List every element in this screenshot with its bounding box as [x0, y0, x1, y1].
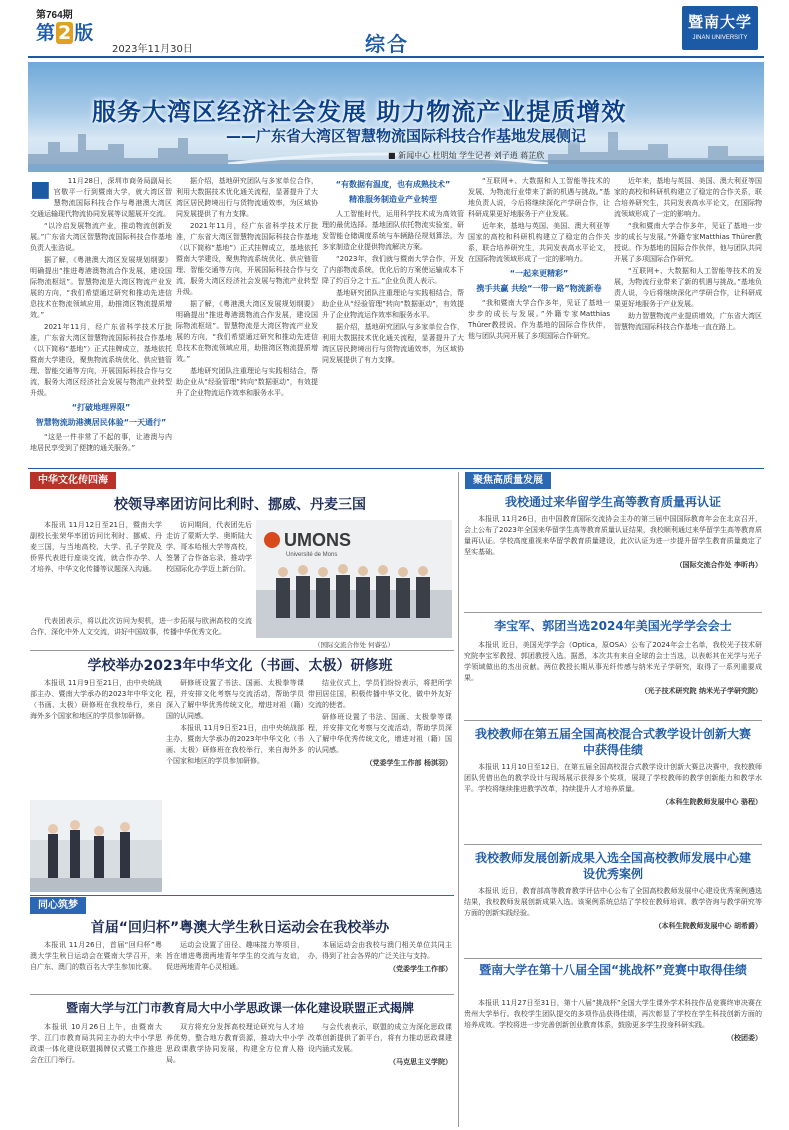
- article-credit: （本科生院教师发展中心 胡希爵）: [654, 922, 762, 930]
- article-body: [166, 940, 304, 992]
- article-body: [166, 678, 304, 878]
- lead-paragraph: 11月28日，深圳市商务局副局长宫敬平一行到暨南大学，就大湾区智慧物流国际科技合作与粤港澳大湾区交通运输现代物流协同发展等议题展开交流。: [30, 177, 172, 218]
- article-paragraph: 代表团表示，将以此次访问为契机，进一步拓展与欧洲高校的交流合作，深化中外人文交流，讲好中国故事，传播中华优秀文化。: [30, 617, 252, 636]
- article-paragraph: 本报讯 11月27日至31日，第十八届“挑战杯”全国大学生课外学术科技作品竞赛终审决赛在贵州大学举行。我校学生团队提交的多项作品获得佳绩，再次彰显了学校在学生科技创新方面的培养成效。学校将进一步完善创新创业教育体系，鼓励更多学生投身科研实践。: [464, 999, 762, 1029]
- article-credit: （国际交流合作处 李昕冉）: [675, 561, 762, 569]
- article-credit: （校团委）: [727, 1034, 762, 1042]
- article-body: [166, 1022, 304, 1126]
- lead-paragraph: 基地研究团队注重理论与实践相结合，帮助企业从“经验管理”转向“数据驱动”，有效提升了企业物流运作效率和服务水平。: [322, 289, 464, 319]
- section-divider: [28, 468, 764, 469]
- lead-column-4: [468, 176, 610, 466]
- workshop-photo-illustration: [30, 800, 162, 892]
- umons-sign: UMONS: [284, 530, 351, 550]
- article-body: [308, 1022, 452, 1126]
- article-body: [30, 940, 162, 992]
- lead-paragraph: 据介绍，基地研究团队与多家单位合作，利用大数据技术优化通关流程，显著提升了大湾区居民跨境出行与货物流通效率，为区域协同发展提供了有力支撑。: [176, 177, 318, 218]
- column-divider: [458, 472, 459, 1127]
- article-paragraph: 本报讯 近日，美国光学学会（Optica，原OSA）公布了2024年会士名单，我校光子技术研究院李宝军教授、郭团教授入选。据悉，本次共有来自全球的会士当选，以表彰其在光学与光子学领域做出的杰出贡献。两位教授长期从事光纤传感与纳米光子学研究，取得了一系列重要成果。: [464, 641, 762, 682]
- article-headline: 暨南大学在第十八届全国“挑战杯”竞赛中取得佳绩: [479, 963, 747, 977]
- lead-paragraph: “互联网+、大数据和人工智能等技术的发展，为物流行业带来了新的机遇与挑战。”基地负责人说，今后将继续深化产学研合作，让科研成果更好地服务于产业发展。: [468, 177, 610, 218]
- article-paragraph: 双方将充分发挥高校理论研究与人才培养优势，整合地方教育资源，推动大中小学思政课教学协同发展，构建全方位育人格局。: [166, 1023, 304, 1064]
- article-paragraph: 本报讯 11月9日至21日，由中央统战部主办、暨南大学承办的2023年中华文化（书画、太极）研修班在我校举行，来自海外多个国家和地区的学员参加研修。: [166, 724, 304, 765]
- article-divider: [464, 720, 762, 721]
- tag-high-quality: 聚焦高质量发展: [465, 472, 551, 489]
- article-credit: （党委学生工作部 杨淇羽）: [365, 759, 452, 767]
- lead-paragraph: “互联网+、大数据和人工智能等技术的发展，为物流行业带来了新的机遇与挑战。”基地负责人说，今后将继续深化产学研合作，让科研成果更好地服务于产业发展。: [614, 267, 762, 308]
- article-body: [30, 520, 162, 615]
- lead-paragraph: 据了解，《粤港澳大湾区发展规划纲要》明确提出“推进粤港澳物流合作发展，建设国际物流枢纽”。智慧物流是大湾区物流产业发展的方向，“我们希望通过研究和推动先进信息技术在物流领域应用，助推湾区物流提质增效。”: [30, 256, 172, 319]
- article-credit: （党委学生工作部）: [389, 965, 452, 973]
- lead-paragraph: 2021年11月，经广东省科学技术厅批准，广东省大湾区智慧物流国际科技合作基地（以下简称“基地”）正式挂牌成立，基地依托暨南大学建设，聚焦物流系统优化、供应链管理、智能交通等方向，开展国际科技合作与交流，服务大湾区经济社会发展与物流产业转型升级。: [30, 323, 172, 397]
- lead-subhead: 智慧物流助港澳居民体验“一天通行”: [35, 418, 167, 427]
- article-paragraph: 研修班设置了书法、国画、太极拳等课程，并安排文化考察与交流活动，帮助学员深入了解中华优秀传统文化，增进对祖（籍）国的认同感。: [308, 713, 452, 754]
- lead-paragraph: “以冷启发展物流产业，推动物流创新发展。”广东省大湾区智慧物流国际科技合作基地负责人张浩说。: [30, 222, 172, 252]
- article-paragraph: 本报讯 11月10日至12日，在第五届全国高校混合式教学设计创新大赛总决赛中，我校教师团队凭借出色的教学设计与现场展示获得多个奖项，展现了学校教师的教学创新能力和教学水平。学校将继续推进教学改革，持续提升人才培养质量。: [464, 763, 762, 793]
- umons-sign-sub: Université de Mons: [286, 552, 338, 558]
- article-divider: [464, 958, 762, 959]
- issue-number: 第764期: [36, 10, 73, 21]
- article-headline: 我校教师在第五届全国高校混合式教学设计创新大赛中获得佳绩: [474, 727, 751, 757]
- article-credit: （马克思主义学院）: [389, 1058, 452, 1066]
- article-paragraph: 本报讯 11月26日，由中国教育国际交流协会主办的第三届中国国际教育年会在北京召开，会上公布了2023年全国来华留学生高等教育质量认证结果，我校顺利通过来华留学生高等教育质量再认证。学校高度重视来华留学教育质量建设，此次认证为进一步提升留学生教育质量奠定了坚实基础。: [464, 515, 762, 556]
- lead-paragraph: 基地研究团队注重理论与实践相结合，帮助企业从“经验管理”转向“数据驱动”，有效提升了企业物流运作效率和服务水平。: [176, 367, 318, 397]
- lead-subhead: “有数据有温度，也有成熟技术”: [335, 180, 451, 189]
- lead-paragraph: 人工智能时代，运用科学技术成为高效管理的最优选择。基地团队依托物流实验室，研发智能仓储调度系统与车辆路径规划算法，为多家制造企业提供物流解决方案。: [322, 210, 464, 251]
- article-headline: 校领导率团访问比利时、挪威、丹麦三国: [114, 497, 366, 513]
- drop-cap-mark: ■: [30, 176, 51, 202]
- article-credit: （本科生院教师发展中心 骆程）: [661, 798, 762, 806]
- article-credit: （光子技术研究院 纳米光子学研究院）: [640, 687, 762, 695]
- article-paragraph: 结业仪式上，学员们纷纷表示，将把所学带回居住国，积极传播中华文化，做中外友好交流的使者。: [308, 679, 452, 709]
- article-divider: [464, 612, 762, 613]
- lead-paragraph: 助力智慧物流产业提质增效，广东省大湾区智慧物流国际科技合作基地一直在路上。: [614, 312, 762, 331]
- article-body: [30, 616, 252, 646]
- lead-paragraph: 据介绍，基地研究团队与多家单位合作，利用大数据技术优化通关流程，显著提升了大湾区居民跨境出行与货物流通效率，为区域协同发展提供了有力支撑。: [322, 323, 464, 364]
- lead-paragraph: “这是一件非常了不起的事，让港澳与内地居民享受到了便捷的通关服务。”: [30, 433, 172, 452]
- article-paragraph: 本报讯 近日，教育部高等教育教学评估中心公布了全国高校教师发展中心建设优秀案例遴选结果，我校教师发展创新成果入选。该案例系统总结了学校在教师培训、教学咨询与教学研究等方面的创新实践经验。: [464, 887, 762, 917]
- article-divider: [464, 844, 762, 845]
- article-paragraph: 与会代表表示，联盟的成立为深化思政课改革创新提供了新平台，将有力推动思政课建设内涵式发展。: [308, 1023, 452, 1053]
- lead-subheadline: ——广东省大湾区智慧物流国际科技合作基地发展侧记: [226, 127, 587, 145]
- masthead: [0, 0, 789, 58]
- masthead-rule: [28, 56, 764, 58]
- article-body: [464, 998, 762, 1126]
- article-body: [464, 762, 762, 840]
- workshop-photo: [30, 800, 162, 892]
- article-body: [464, 514, 762, 610]
- lead-paragraph: “我和暨南大学合作多年，见证了基地一步步的成长与发展。”外籍专家Matthias Thürer教授说。作为基地的国际合作伙伴，他与团队共同开展了多项国际合作研究。: [614, 222, 762, 263]
- article-body: [30, 678, 162, 798]
- article-divider: [30, 650, 454, 651]
- article-body: [308, 678, 452, 878]
- lead-subhead: “一起来更精彩”: [509, 269, 569, 278]
- lead-paragraph: 据了解，《粤港澳大湾区发展规划纲要》明确提出“推进粤港澳物流合作发展，建设国际物流枢纽”。智慧物流是大湾区物流产业发展的方向，“我们希望通过研究和推动先进信息技术在物流领域应用，助推湾区物流提质增效。”: [176, 300, 318, 363]
- delegation-photo: [256, 520, 452, 638]
- article-body: [308, 940, 452, 992]
- lead-paragraph: “我和暨南大学合作多年，见证了基地一步步的成长与发展。”外籍专家Matthias Thürer教授说。作为基地的国际合作伙伴，他与团队共同开展了多项国际合作研究。: [468, 299, 610, 340]
- article-body: [464, 886, 762, 954]
- article-headline: 暨南大学与江门市教育局大中小学思政课一体化建设联盟正式揭牌: [65, 1001, 414, 1015]
- article-headline: 学校举办2023年中华文化（书画、太极）研修班: [87, 658, 393, 674]
- article-paragraph: 运动会设置了田径、趣味接力等项目，旨在增进粤澳两地青年学生的交流与友谊，促进两地青年心灵相通。: [166, 941, 304, 971]
- lead-banner: [28, 62, 764, 172]
- tag-chinese-culture: 中华文化传四海: [30, 472, 116, 489]
- article-body: [30, 1022, 162, 1126]
- lead-byline: ■ 新闻中心 杜明灿 学生记者 刘子逍 蒋芷欣: [388, 151, 545, 160]
- article-paragraph: 本报讯 11月9日至21日，由中央统战部主办、暨南大学承办的2023年中华文化（书画、太极）研修班在我校举行，来自海外多个国家和地区的学员参加研修。: [30, 679, 162, 720]
- tag-together: 同心筑梦: [30, 897, 86, 914]
- lead-subhead: “打破地理界限”: [71, 403, 131, 412]
- page-number: 第 2 版: [36, 22, 94, 44]
- article-paragraph: 本届运动会由我校与澳门相关单位共同主办，得到了社会各界的广泛关注与支持。: [308, 941, 452, 960]
- photo-caption: （国际交流合作处 何睿弘）: [313, 641, 395, 649]
- lead-headline: 服务大湾区经济社会发展 助力物流产业提质增效: [92, 98, 627, 126]
- lead-column-5: [614, 176, 762, 466]
- article-headline: 我校教师发展创新成果入选全国高校教师发展中心建设优秀案例: [474, 851, 751, 881]
- lead-paragraph: 2021年11月，经广东省科学技术厅批准，广东省大湾区智慧物流国际科技合作基地（以下简称“基地”）正式挂牌成立，基地依托暨南大学建设，聚焦物流系统优化、供应链管理、智能交通等方向，开展国际科技合作与交流，服务大湾区经济社会发展与物流产业转型升级。: [176, 222, 318, 296]
- article-paragraph: 本报讯 10月26日上午，由暨南大学、江门市教育局共同主办的大中小学思政课一体化建设联盟揭牌仪式暨工作推进会在江门举行。: [30, 1023, 162, 1064]
- lead-column-3: [322, 176, 464, 466]
- lead-column-2: [176, 176, 318, 466]
- lead-paragraph: 近年来，基地与英国、美国、澳大利亚等国家的高校和科研机构建立了稳定的合作关系，联合培养研究生，共同发表高水平论文，在国际物流领域形成了一定的影响力。: [468, 222, 610, 263]
- article-body: [166, 520, 252, 615]
- section-title: 综合: [365, 32, 409, 56]
- lead-paragraph: 近年来，基地与英国、美国、澳大利亚等国家的高校和科研机构建立了稳定的合作关系，联合培养研究生，共同发表高水平论文，在国际物流领域形成了一定的影响力。: [614, 177, 762, 218]
- article-headline: 我校通过来华留学生高等教育质量再认证: [504, 495, 721, 509]
- article-paragraph: 研修班设置了书法、国画、太极拳等课程，并安排文化考察与交流活动，帮助学员深入了解中华优秀传统文化，增进对祖（籍）国的认同感。: [166, 679, 304, 720]
- lead-paragraph: “2023年，我们就与暨南大学合作，开发了内部物流系统，优化后的方案使运输成本下降了约百分之十五。”企业负责人表示。: [322, 255, 464, 285]
- lead-column-1: [30, 176, 172, 466]
- university-logo: 暨南大学 JINAN UNIVERSITY: [682, 6, 758, 50]
- article-paragraph: 访问期间，代表团先后走访了蒙斯大学、奥斯陆大学、哥本哈根大学等高校，签署了合作备忘录，推动学校国际化办学迈上新台阶。: [166, 521, 252, 573]
- article-divider: [30, 895, 454, 896]
- lead-subhead: 携手共赢 共绘“一带一路”物流新卷: [476, 284, 602, 293]
- issue-date: 2023年11月30日: [112, 44, 193, 55]
- article-paragraph: 本报讯 11月26日，首届“回归杯”粤澳大学生秋日运动会在暨南大学召开，来自广东、澳门的数百名大学生参加比赛。: [30, 941, 162, 971]
- lead-subhead: 精准服务制造业产业转型: [349, 195, 437, 204]
- article-divider: [30, 994, 454, 995]
- article-headline: 首届“回归杯”粤澳大学生秋日运动会在我校举办: [90, 920, 390, 936]
- article-headline: 李宝军、郭团当选2024年美国光学学会会士: [494, 619, 732, 633]
- article-body: [464, 640, 762, 718]
- article-paragraph: 本报讯 11月12日至21日，暨南大学副校长张荣华率团访问比利时、挪威、丹麦三国，与当地高校、大学、孔子学院及侨界代表进行座谈交流，就合作办学、人才培养、中华文化传播等议题深入沟通。: [30, 521, 162, 573]
